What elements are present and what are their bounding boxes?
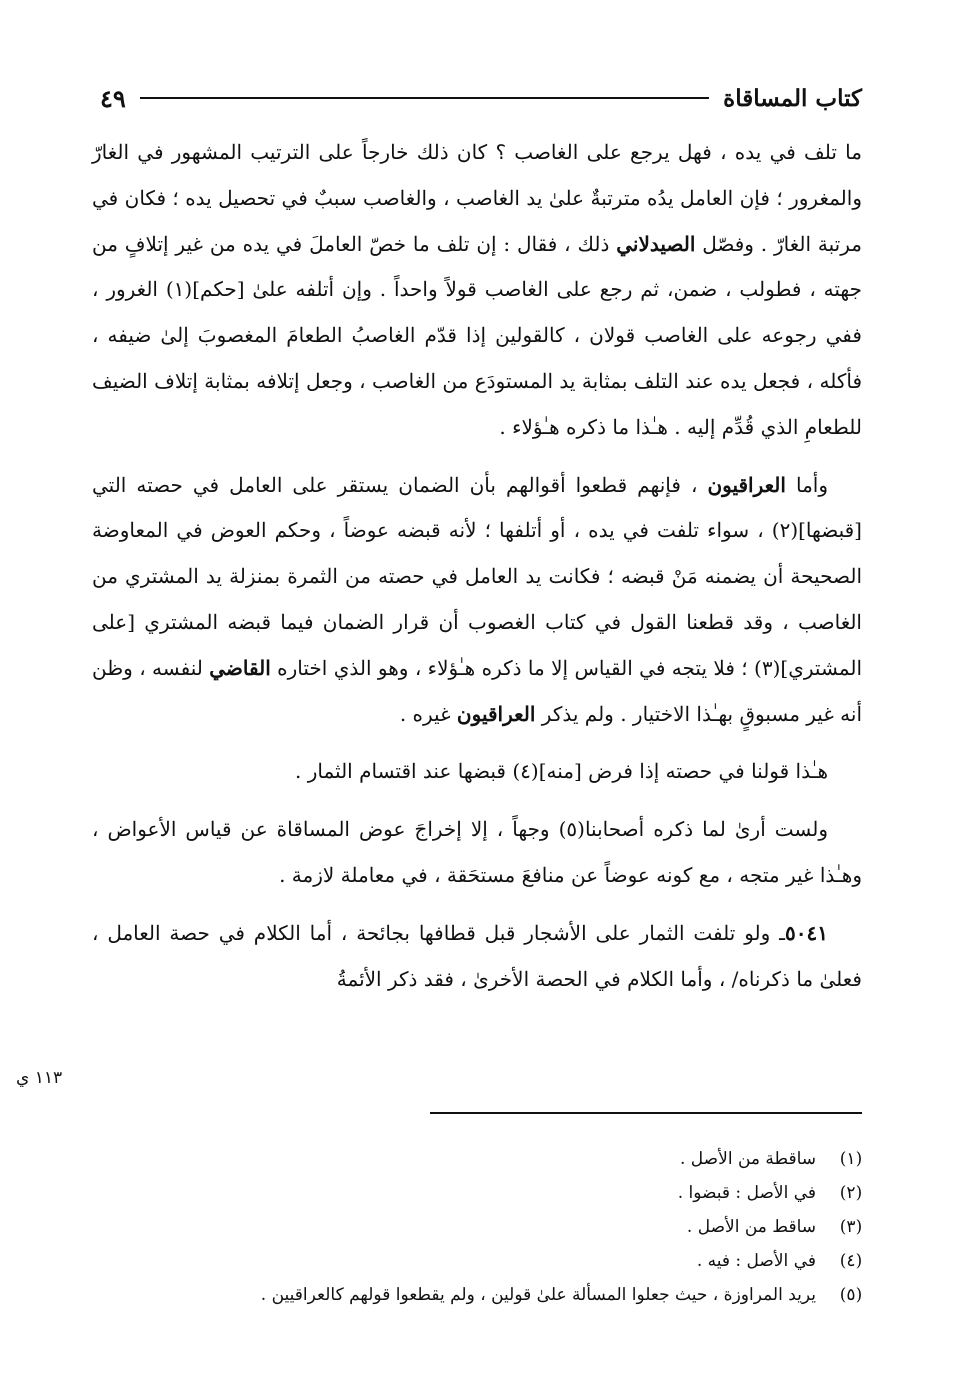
footnote-number: (٢) (839, 1183, 863, 1203)
chapter-title: كتاب المساقاة (723, 84, 862, 112)
scholar-name: الصيدلاني (616, 231, 696, 256)
footnote-text: ساقط من الأصل . (686, 1217, 816, 1237)
scholar-name: العراقيون (707, 472, 786, 497)
footnote-text: في الأصل : فيه . (696, 1251, 816, 1271)
paragraph-1 (92, 130, 862, 451)
paragraph-4 (92, 807, 862, 899)
footnote-text: في الأصل : قبضوا . (677, 1183, 816, 1203)
text-run: ما تلف في يده ، فهل يرجع على الغاصب ؟ كان ذلك خارجاً على الترتيب المشهور في الغارّ والمغرور ؛ فإن العامل يدُه مترتبةٌ علىٰ يد الغاصب ، والغاصب سببٌ في تحصيل يده ؛ فكان في مرتبة الغارّ . وفصّل (92, 140, 862, 256)
paragraph-3 (92, 749, 862, 795)
text-run: ، فإنهم قطعوا أقوالهم بأن الضمان يستقر على العامل في حصته التي [قبضها](٢) ، سواء تلفت في يده ، أو أتلفها ؛ لأنه قبضه عوضاً ، وحكم العوض في المعاوضة الصحيحة أن يضمنه مَنْ قبضه ؛ فكانت يد العامل في حصته من الثمرة بمنزلة يد المشتري من الغاصب ، وقد قطعنا القول في كتاب الغصوب أن قرار الضمان فيما قبضه المشتري [على المشتري](٣) ؛ فلا يتجه في القياس إلا ما ذكره هـٰؤلاء ، وهو الذي اختاره (92, 472, 862, 680)
manuscript-folio-note: ١١٣ ي (16, 1068, 63, 1088)
scholar-name: القاضي (209, 655, 271, 680)
footnotes (128, 1142, 868, 1312)
footnote-divider (430, 1112, 862, 1114)
footnote (128, 1142, 868, 1176)
text-run: غيره . (399, 701, 457, 726)
footnote-text: يريد المراوزة ، حيث جعلوا المسألة علىٰ قولين ، ولم يقطعوا قولهم كالعراقيين . (260, 1285, 816, 1305)
scholar-name: العراقيون (456, 701, 536, 726)
footnote-number: (٥) (839, 1285, 863, 1305)
section-number: ٥٠٤١ (785, 920, 828, 945)
text-run: لنفسه ، وظن أنه غير مسبوقٍ بهـٰذا الاختيار . ولم يذكر (92, 655, 862, 726)
footnote (128, 1278, 868, 1312)
text-run: هـٰذا قولنا في حصته إذا فرض [منه](٤) قبضها عند اقتسام الثمار . (295, 759, 828, 784)
page-number: ٤٩ (100, 83, 126, 113)
text-run: ولست أرىٰ لما ذكره أصحابنا(٥) وجهاً ، إلا إخراجَ عوض المساقاة عن قياس الأعواض ، وهـٰذا غير متجه ، مع كونه عوضاً عن منافعَ مستحَقة ، في معاملة لازمة . (92, 817, 862, 887)
footnote-number: (٤) (839, 1251, 863, 1271)
paragraph-5 (92, 911, 862, 1003)
main-text (92, 130, 862, 1002)
footnote (128, 1244, 868, 1278)
header-rule (140, 97, 709, 99)
footnote-number: (١) (839, 1149, 863, 1169)
text-run: ذلك ، فقال : إن تلف ما خصّ العاملَ في يده من غير إتلافٍ من جهته ، فطولب ، ضمن، ثم رجع على الغاصب قولاً واحداً . وإن أتلفه علىٰ [حكم](١) الغرور ، ففي رجوعه على الغاصب قولان ، كالقولين إذا قدّم الغاصبُ الطعامَ المغصوبَ إلىٰ ضيفه ، فأكله ، فجعل يده عند التلف بمثابة يد المستودَع من الغاصب ، وجعل إتلافه بمثابة إتلاف الضيف للطعامِ الذي قُدِّم إليه . هـٰذا ما ذكره هـٰؤلاء . (92, 231, 863, 439)
text-run: وأما (785, 472, 828, 497)
footnote (128, 1176, 868, 1210)
running-header (100, 78, 862, 118)
footnote-number: (٣) (839, 1217, 863, 1237)
text-run: ـ ولو تلفت الثمار على الأشجار قبل قطافها بجائحة ، أما الكلام في حصة العامل ، فعلىٰ ما ذكرناه/ ، وأما الكلام في الحصة الأخرىٰ ، فقد ذكر الأئمةُ (92, 920, 862, 991)
paragraph-2 (92, 463, 862, 738)
footnote (128, 1210, 868, 1244)
footnote-text: ساقطة من الأصل . (680, 1149, 816, 1169)
